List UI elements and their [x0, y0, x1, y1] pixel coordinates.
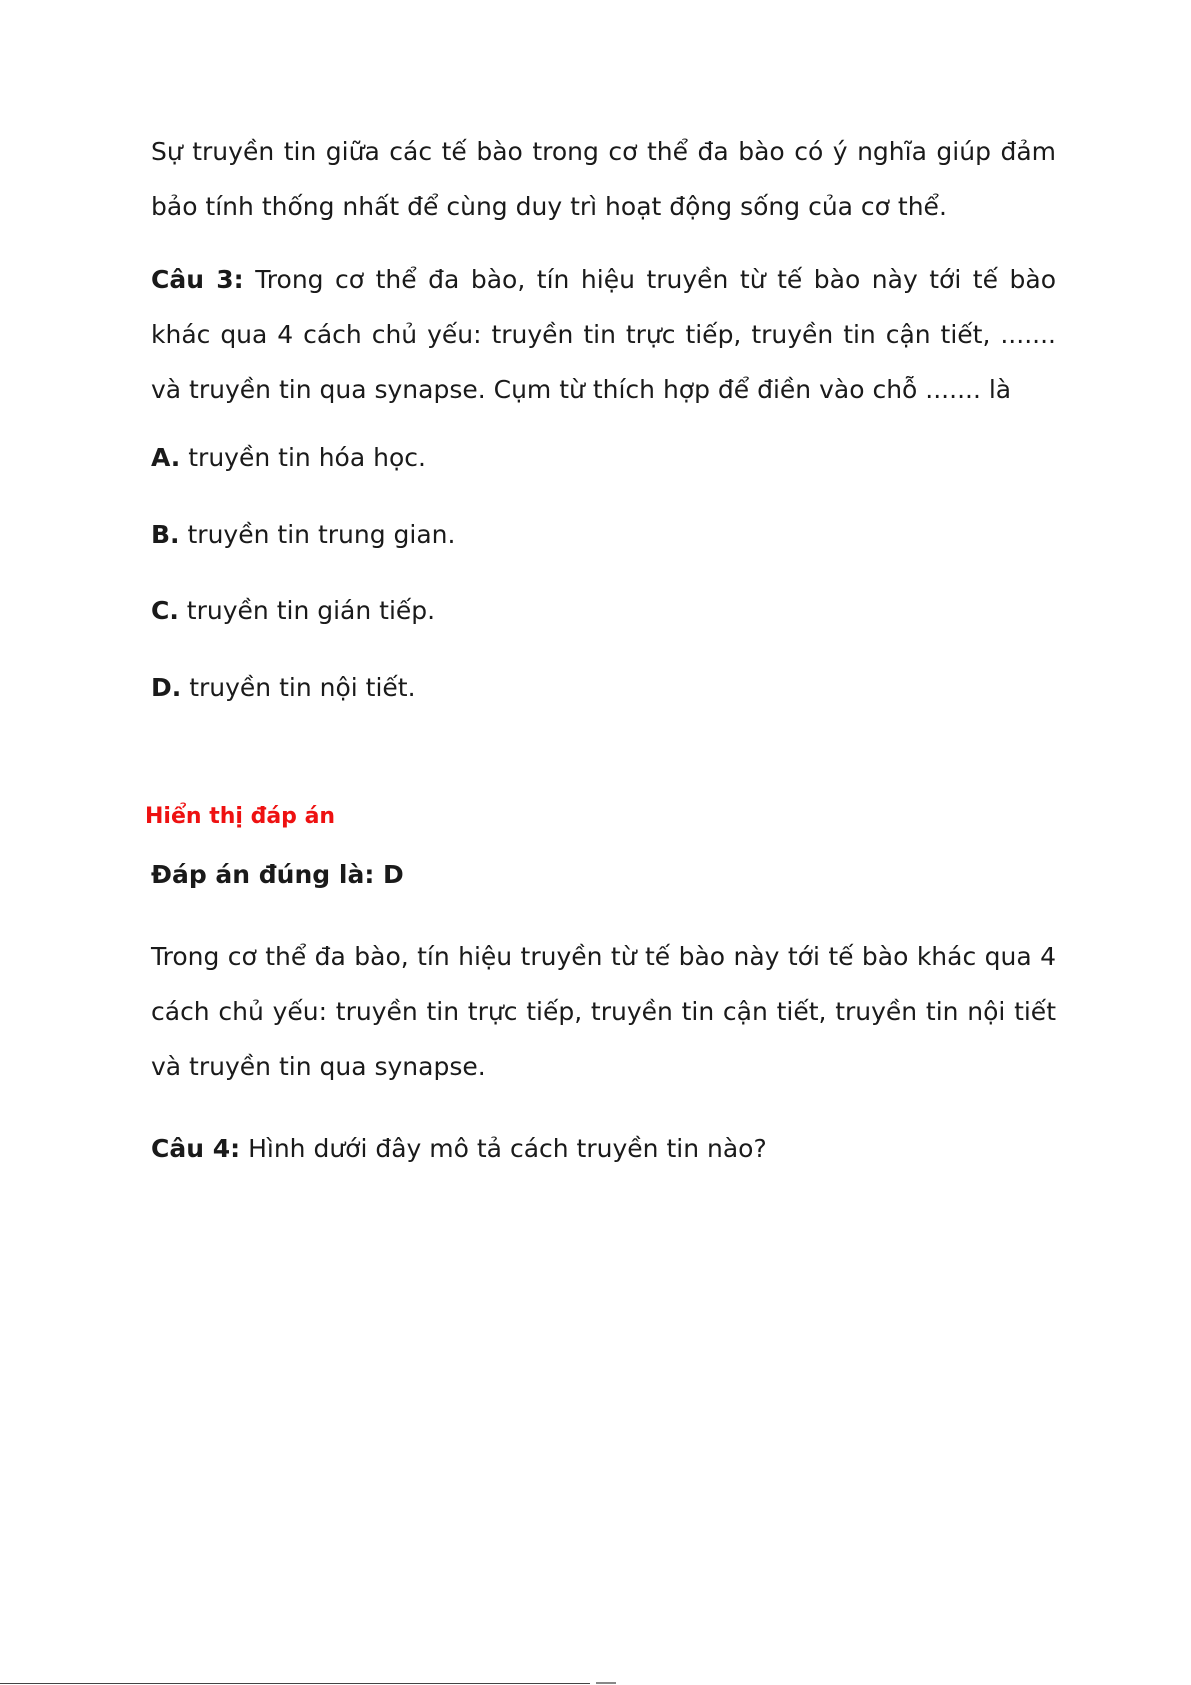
- page-bottom-divider: [0, 1683, 590, 1684]
- question-4-label: Câu 4:: [151, 1134, 241, 1163]
- option-a-text: truyền tin hóa học.: [180, 443, 426, 472]
- question-3-text: Trong cơ thể đa bào, tín hiệu truyền từ tế bào này tới tế bào khác qua 4 cách chủ yếu: truyền tin trực tiếp, truyền tin cận tiết, ....... và truyền tin qua synapse. Cụm từ thích hợp để điền vào chỗ ....... là: [151, 265, 1056, 404]
- question-4: [151, 1133, 1056, 1165]
- question-4-text: Hình dưới đây mô tả cách truyền tin nào?: [240, 1134, 767, 1163]
- answer-explanation: [151, 929, 1056, 1094]
- page-bottom-mark: [596, 1682, 616, 1684]
- option-d-letter: D.: [151, 673, 182, 702]
- option-b-text: truyền tin trung gian.: [179, 520, 456, 549]
- question-3: [151, 252, 1056, 417]
- question-3-option-b: [151, 519, 1056, 551]
- correct-answer-heading: Đáp án đúng là: D: [151, 860, 404, 889]
- option-a-letter: A.: [151, 443, 181, 472]
- intro-text: Sự truyền tin giữa các tế bào trong cơ thể đa bào có ý nghĩa giúp đảm bảo tính thống nhất để cùng duy trì hoạt động sống của cơ thể.: [151, 137, 1056, 221]
- question-3-option-d: [151, 672, 1056, 704]
- question-3-label: Câu 3:: [151, 265, 244, 294]
- answer-explanation-text: Trong cơ thể đa bào, tín hiệu truyền từ tế bào này tới tế bào khác qua 4 cách chủ yếu: truyền tin trực tiếp, truyền tin cận tiết, truyền tin nội tiết và truyền tin qua synapse.: [151, 942, 1056, 1081]
- option-c-text: truyền tin gián tiếp.: [178, 596, 436, 625]
- intro-paragraph: [151, 124, 1056, 234]
- option-d-text: truyền tin nội tiết.: [181, 673, 416, 702]
- question-3-option-a: [151, 442, 1056, 474]
- option-c-letter: C.: [151, 596, 179, 625]
- show-answer-button[interactable]: Hiển thị đáp án: [145, 804, 336, 829]
- option-b-letter: B.: [151, 520, 180, 549]
- question-3-option-c: [151, 595, 1056, 627]
